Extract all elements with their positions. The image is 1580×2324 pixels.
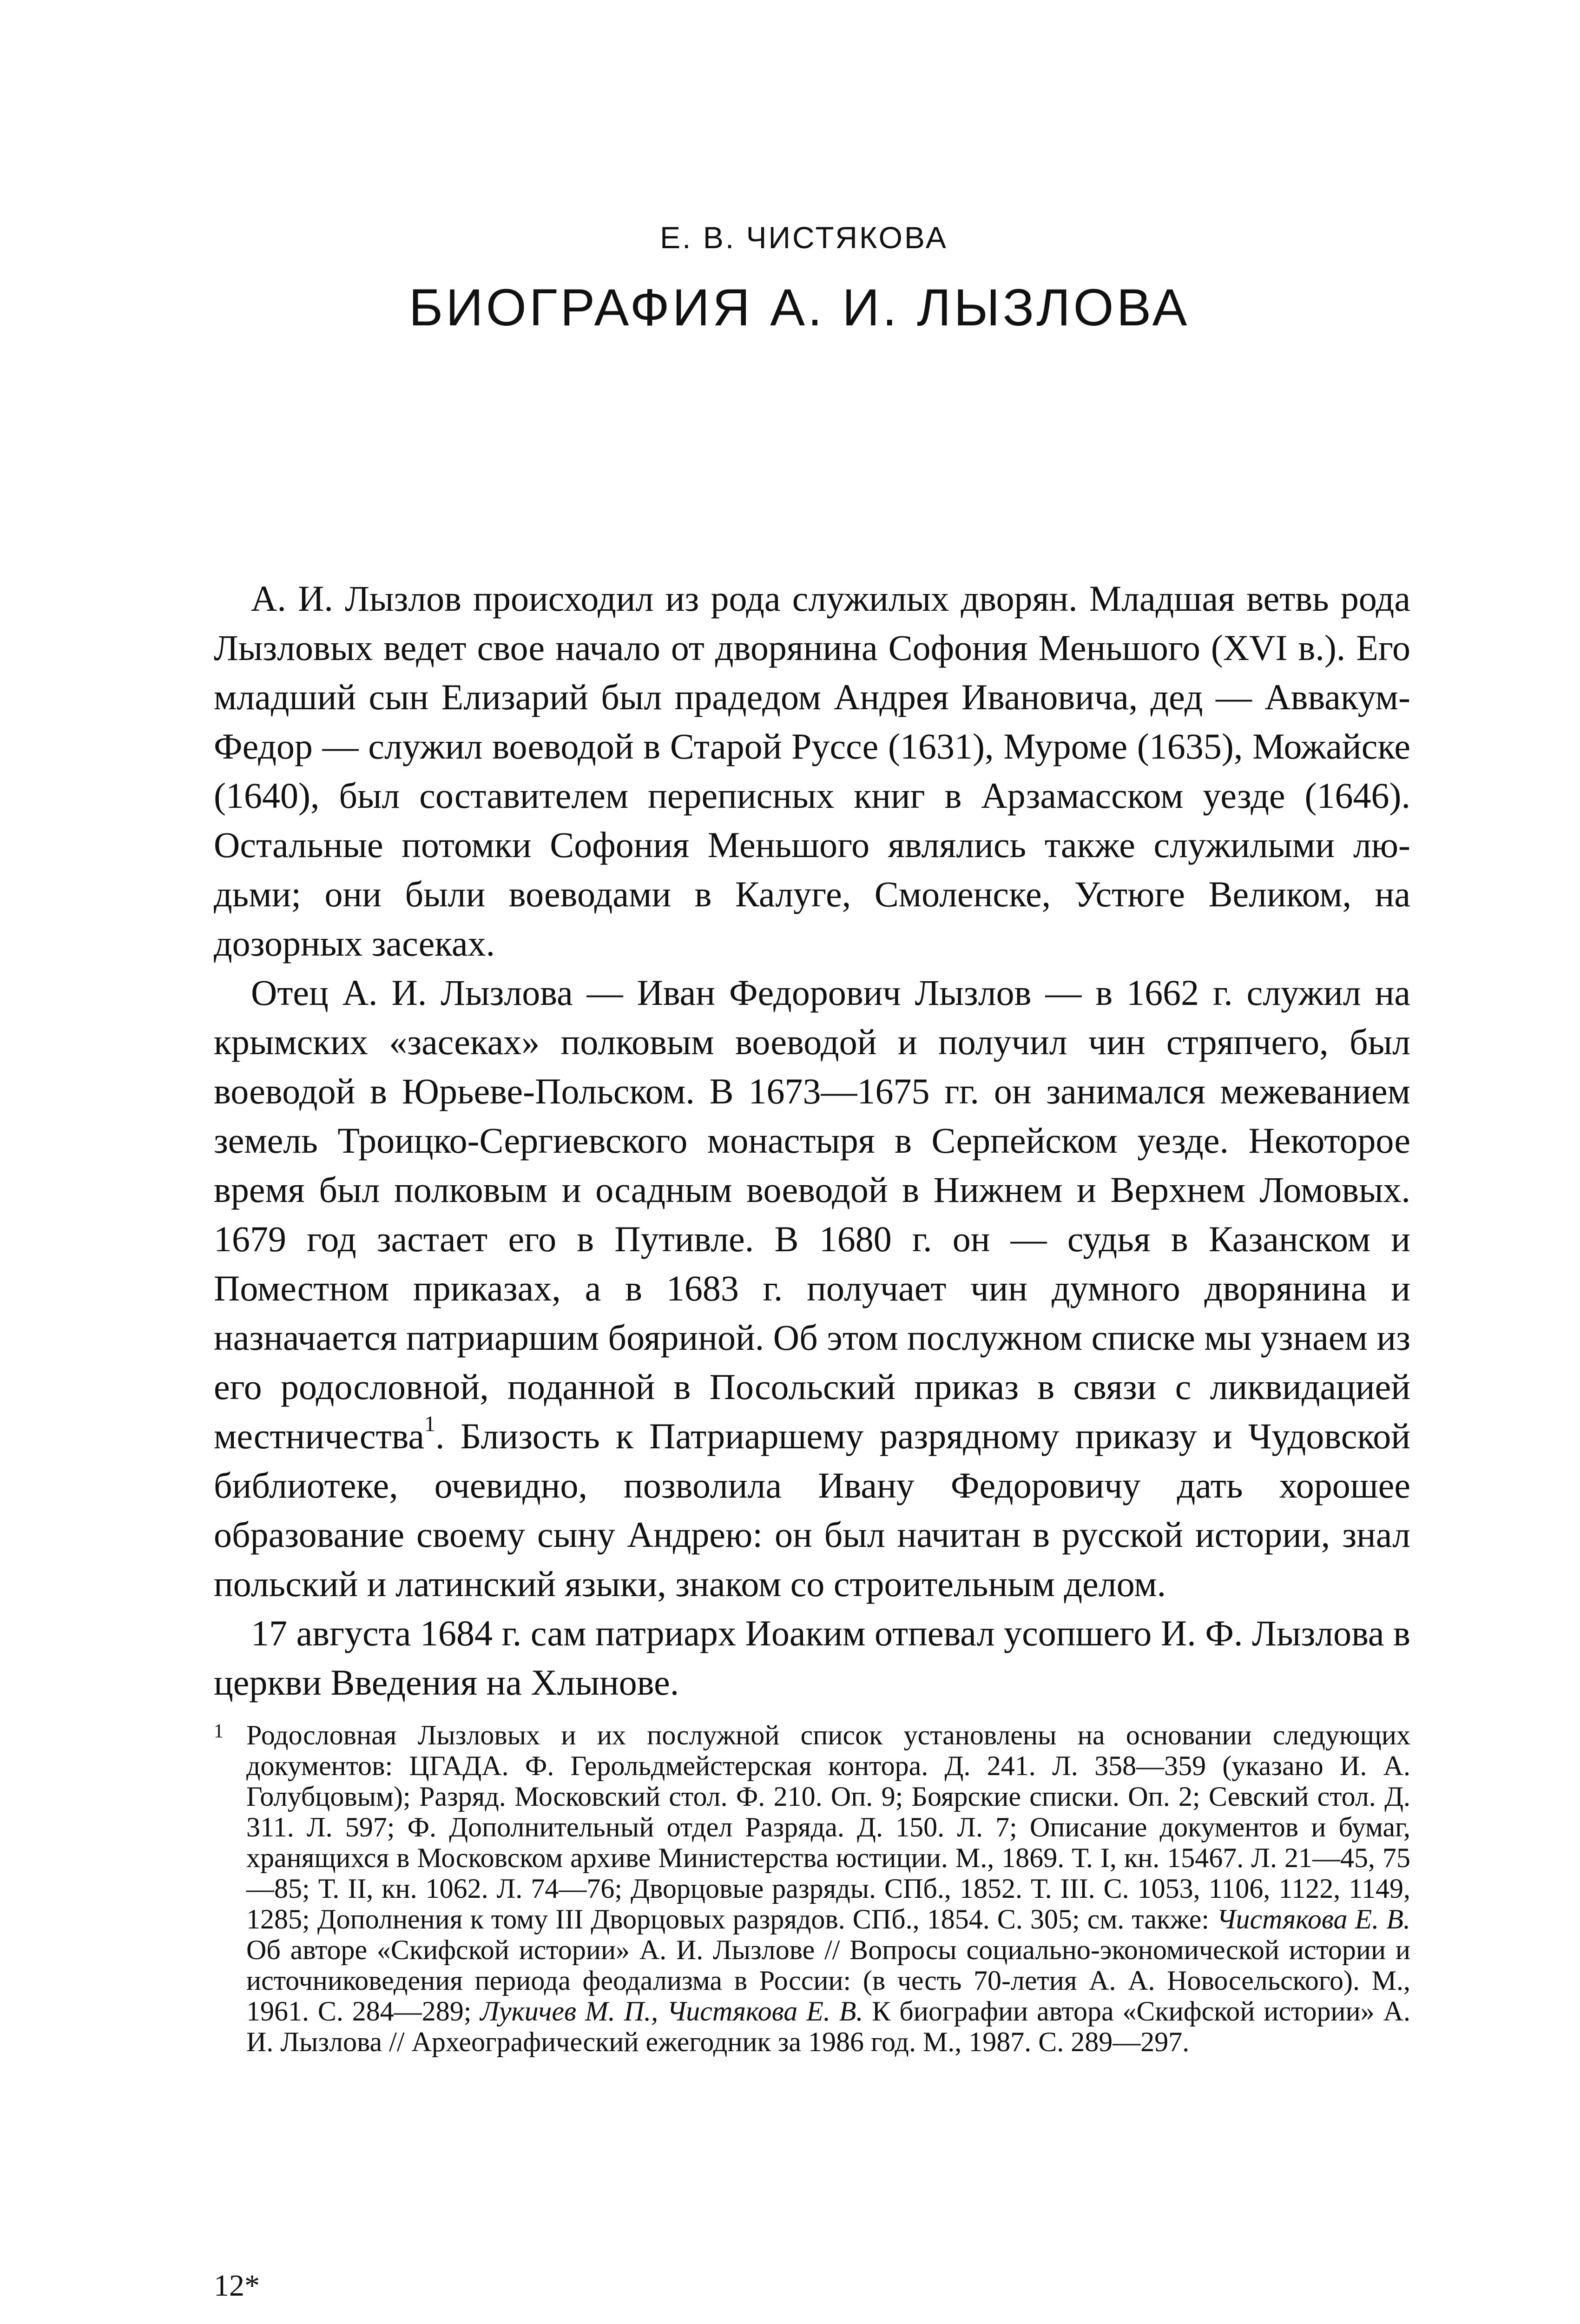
paragraph-1 bbox=[214, 574, 1410, 968]
paragraph-3 bbox=[214, 1609, 1410, 1707]
paragraph-1-text: А. И. Лызлов происходил из рода служилых дворян. Младшая ветвь рода Лызловых ведет свое начало от дворянина Софония Меньшого (XVI в.). Его младший сын Елизарий был прадедом Андрея Ивановича, дед — Аввакум-Федор — служил воеводой в Старой Руссе (1631), Муроме (1635), Можайске (1640), был составителем переписных книг в Арзамасском уезде (1646). Остальные потомки Софония Меньшого являлись также служилыми людьми; они были воеводами в Калуге, Смоленске, Устюге Великом, на дозорных засеках. bbox=[214, 578, 1410, 964]
paragraph-2-text-after: . Близость к Патриаршему разрядному приказу и Чудовской библиотеке, очевидно, позволила Ивану Федоровичу дать хорошее образование своему сыну Андрею: он был начитан в русской истории, знал польский и латинский языки, знаком со строительным делом. bbox=[214, 1416, 1410, 1604]
article-body bbox=[214, 574, 1410, 1707]
footnote-1 bbox=[214, 1720, 1410, 2057]
printer-signature-mark: 12* bbox=[214, 2269, 260, 2303]
footnote-text-part3: К биографии автора «Скифской истории» А. И. Лызлова // Археографический ежегодник за 1986 год. М., 1987. С. 289—297. bbox=[246, 1996, 1410, 2057]
footnote-reference[interactable]: 1 bbox=[424, 1412, 436, 1436]
footnote-text-part1: Родословная Лызловых и их послужной список установлены на основании следующих документов: ЦГАДА. Ф. Герольдмейстерская контора. Д. 241. Л. 358—359 (указано И. А. Голубцовым); Разряд. Московский стол. Ф. 210. Оп. 9; Боярские списки. Оп. 2; Севский стол. Д. 311. Л. 597; Ф. Дополнительный отдел Разряда. Д. 150. Л. 7; Описание документов и бумаг, хранящихся в Московском архиве Министерства юстиции. М., 1869. Т. I, кн. 15467. Л. 21—45, 75—85; Т. II, кн. 1062. Л. 74—76; Дворцовые разряды. СПб., 1852. Т. III. С. 1053, 1106, 1122, 1149, 1285; Дополнения к тому III Дворцовых разрядов. СПб., 1854. С. 305; см. также: bbox=[246, 1720, 1410, 1934]
footnote-author-2: Лукичев М. П., Чистякова Е. В. bbox=[480, 1996, 863, 2027]
footnote-mark: 1 bbox=[214, 1721, 224, 1742]
paragraph-2 bbox=[214, 968, 1410, 1609]
footnote-text-part2: Об авторе «Скифской истории» А. И. Лызлове // Вопросы социально-экономической истории и источниковедения периода феодализма в России: (в честь 70-летия А. А. Новосельского). М., 1961. С. 284—289; bbox=[246, 1934, 1410, 2027]
paragraph-3-text: 17 августа 1684 г. сам патриарх Иоаким отпевал усопшего И. Ф. Лызлова в церкви Введения на Хлынове. bbox=[214, 1613, 1410, 1703]
footnotes-section bbox=[214, 1720, 1410, 2057]
author-name: Е. В. ЧИСТЯКОВА bbox=[660, 220, 948, 255]
footnote-author-1: Чистякова Е. В. bbox=[1217, 1904, 1411, 1934]
paragraph-2-text-before: Отец А. И. Лызлова — Иван Федорович Лызлов — в 1662 г. служил на крымских «засеках» полковым воеводой и получил чин стряпчего, был воеводой в Юрьеве-Польском. В 1673—1675 гг. он занимался межеванием земель Троицко-Сергиевского монастыря в Серпейском уезде. Некоторое время был полковым и осадным воеводой в Нижнем и Верхнем Ломовых. 1679 год застает его в Путивле. В 1680 г. он — судья в Казанском и Поместном приказах, а в 1683 г. получает чин думного дворянина и назначается патриаршим бояриной. Об этом послужном списке мы узнаем из его родословной, поданной в Посольский приказ в связи с ликвидацией местничества bbox=[214, 972, 1410, 1456]
article-title: БИОГРАФИЯ А. И. ЛЫЗЛОВА bbox=[408, 278, 1190, 337]
